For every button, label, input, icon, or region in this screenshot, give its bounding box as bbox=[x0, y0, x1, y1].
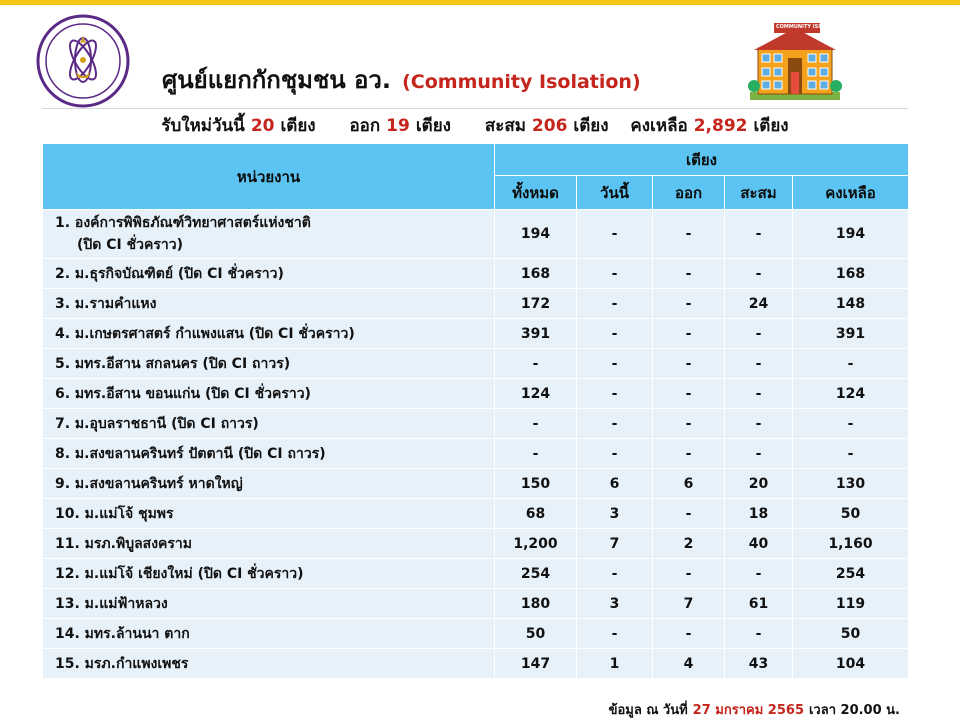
unit-name: 10. ม.แม่โจ้ ชุมพร bbox=[43, 499, 495, 529]
cell-total: 68 bbox=[495, 499, 577, 529]
unit-name: 3. ม.รามคำแหง bbox=[43, 289, 495, 319]
table-row bbox=[43, 559, 909, 589]
unit-name: 4. ม.เกษตรศาสตร์ กำแพงแสน (ปิด CI ชั่วคราว) bbox=[43, 319, 495, 349]
cell-remaining: 130 bbox=[793, 469, 909, 499]
top-accent-bar bbox=[0, 0, 960, 5]
cell-cumulative: - bbox=[725, 259, 793, 289]
title-english: (Community Isolation) bbox=[402, 71, 641, 93]
unit-name: 7. ม.อุบลราชธานี (ปิด CI ถาวร) bbox=[43, 409, 495, 439]
cell-remaining: 104 bbox=[793, 649, 909, 679]
cell-cumulative: - bbox=[725, 319, 793, 349]
cell-remaining: 124 bbox=[793, 379, 909, 409]
cell-today: - bbox=[577, 289, 653, 319]
cell-total: 150 bbox=[495, 469, 577, 499]
unit-name: 12. ม.แม่โจ้ เชียงใหม่ (ปิด CI ชั่วคราว) bbox=[43, 559, 495, 589]
cell-cumulative: - bbox=[725, 439, 793, 469]
cell-today: - bbox=[577, 409, 653, 439]
cell-total: - bbox=[495, 349, 577, 379]
table-row bbox=[43, 469, 909, 499]
unit-name: 11. มรภ.พิบูลสงคราม bbox=[43, 529, 495, 559]
cell-cumulative: - bbox=[725, 379, 793, 409]
cell-today: - bbox=[577, 319, 653, 349]
summary-new-label: รับใหม่วันนี้ bbox=[161, 116, 245, 136]
cell-total: 391 bbox=[495, 319, 577, 349]
summary-unit: เตียง bbox=[280, 116, 316, 136]
cell-today: - bbox=[577, 210, 653, 259]
table-row bbox=[43, 649, 909, 679]
cell-remaining: - bbox=[793, 349, 909, 379]
cell-total: 194 bbox=[495, 210, 577, 259]
cell-out: 4 bbox=[653, 649, 725, 679]
unit-name: 13. ม.แม่ฟ้าหลวง bbox=[43, 589, 495, 619]
summary-unit: เตียง bbox=[753, 116, 789, 136]
page-title bbox=[162, 60, 641, 99]
cell-remaining: 119 bbox=[793, 589, 909, 619]
summary-remaining-label: คงเหลือ bbox=[630, 116, 688, 136]
cell-today: 3 bbox=[577, 499, 653, 529]
cell-cumulative: 18 bbox=[725, 499, 793, 529]
header-unit: หน่วยงาน bbox=[43, 144, 495, 210]
cell-total: 1,200 bbox=[495, 529, 577, 559]
cell-remaining: 50 bbox=[793, 499, 909, 529]
cell-cumulative: 40 bbox=[725, 529, 793, 559]
table-row bbox=[43, 529, 909, 559]
timestamp-date: 27 มกราคม 2565 bbox=[692, 703, 804, 718]
cell-out: - bbox=[653, 439, 725, 469]
table-row bbox=[43, 499, 909, 529]
cell-total: 50 bbox=[495, 619, 577, 649]
cell-out: - bbox=[653, 619, 725, 649]
table-row bbox=[43, 259, 909, 289]
cell-remaining: 148 bbox=[793, 289, 909, 319]
summary-unit: เตียง bbox=[415, 116, 451, 136]
cell-out: - bbox=[653, 499, 725, 529]
unit-name: 8. ม.สงขลานครินทร์ ปัตตานี (ปิด CI ถาวร) bbox=[43, 439, 495, 469]
cell-today: 7 bbox=[577, 529, 653, 559]
cell-total: 180 bbox=[495, 589, 577, 619]
cell-remaining: - bbox=[793, 409, 909, 439]
building-sign: COMMUNITY ISOLATION bbox=[776, 24, 843, 30]
table-row bbox=[43, 319, 909, 349]
cell-cumulative: 24 bbox=[725, 289, 793, 319]
cell-out: - bbox=[653, 289, 725, 319]
beds-table bbox=[42, 143, 909, 679]
timestamp-time: เวลา 20.00 น. bbox=[808, 703, 900, 718]
header-total: ทั้งหมด bbox=[495, 176, 577, 210]
cell-cumulative: - bbox=[725, 409, 793, 439]
cell-out: - bbox=[653, 210, 725, 259]
cell-remaining: 194 bbox=[793, 210, 909, 259]
summary-cumulative-value: 206 bbox=[531, 116, 568, 136]
table-row bbox=[43, 619, 909, 649]
cell-out: - bbox=[653, 259, 725, 289]
cell-remaining: 254 bbox=[793, 559, 909, 589]
summary-out-label: ออก bbox=[349, 116, 381, 136]
summary-new-value: 20 bbox=[250, 116, 275, 136]
cell-today: 6 bbox=[577, 469, 653, 499]
cell-cumulative: - bbox=[725, 349, 793, 379]
cell-remaining: - bbox=[793, 439, 909, 469]
summary-unit: เตียง bbox=[573, 116, 609, 136]
cell-remaining: 50 bbox=[793, 619, 909, 649]
timestamp-prefix: ข้อมูล ณ วันที่ bbox=[608, 703, 688, 718]
cell-total: 254 bbox=[495, 559, 577, 589]
title-thai: ศูนย์แยกกักชุมชน อว. bbox=[162, 66, 391, 94]
summary-out-value: 19 bbox=[386, 116, 410, 136]
cell-today: - bbox=[577, 379, 653, 409]
cell-total: 124 bbox=[495, 379, 577, 409]
cell-remaining: 168 bbox=[793, 259, 909, 289]
cell-remaining: 391 bbox=[793, 319, 909, 349]
cell-out: 6 bbox=[653, 469, 725, 499]
cell-today: - bbox=[577, 559, 653, 589]
cell-today: - bbox=[577, 349, 653, 379]
unit-name: 1. องค์การพิพิธภัณฑ์วิทยาศาสตร์แห่งชาติ (ปิด CI ชั่วคราว) bbox=[43, 210, 495, 259]
cell-today: - bbox=[577, 619, 653, 649]
ministry-logo bbox=[36, 14, 130, 108]
cell-total: - bbox=[495, 409, 577, 439]
summary-banner bbox=[42, 108, 908, 143]
unit-name: 15. มรภ.กำแพงเพชร bbox=[43, 649, 495, 679]
cell-total: 172 bbox=[495, 289, 577, 319]
isolation-building-illustration bbox=[748, 22, 842, 102]
cell-today: 1 bbox=[577, 649, 653, 679]
cell-cumulative: - bbox=[725, 619, 793, 649]
data-timestamp bbox=[609, 699, 900, 720]
cell-remaining: 1,160 bbox=[793, 529, 909, 559]
cell-cumulative: - bbox=[725, 210, 793, 259]
unit-name: 2. ม.ธุรกิจบัณฑิตย์ (ปิด CI ชั่วคราว) bbox=[43, 259, 495, 289]
unit-name: 9. ม.สงขลานครินทร์ หาดใหญ่ bbox=[43, 469, 495, 499]
header-today: วันนี้ bbox=[577, 176, 653, 210]
cell-today: - bbox=[577, 259, 653, 289]
unit-name: 6. มทร.อีสาน ขอนแก่น (ปิด CI ชั่วคราว) bbox=[43, 379, 495, 409]
header-beds-group: เตียง bbox=[495, 144, 909, 176]
cell-cumulative: - bbox=[725, 559, 793, 589]
cell-out: - bbox=[653, 319, 725, 349]
cell-cumulative: 43 bbox=[725, 649, 793, 679]
table-row bbox=[43, 409, 909, 439]
unit-name-note: (ปิด CI ชั่วคราว) bbox=[77, 237, 183, 253]
cell-out: - bbox=[653, 559, 725, 589]
unit-name: 14. มทร.ล้านนา ตาก bbox=[43, 619, 495, 649]
cell-cumulative: 20 bbox=[725, 469, 793, 499]
summary-cumulative-label: สะสม bbox=[484, 116, 526, 136]
cell-today: 3 bbox=[577, 589, 653, 619]
cell-out: - bbox=[653, 349, 725, 379]
table-row bbox=[43, 349, 909, 379]
header-cumulative: สะสม bbox=[725, 176, 793, 210]
unit-name: 5. มทร.อีสาน สกลนคร (ปิด CI ถาวร) bbox=[43, 349, 495, 379]
table-row bbox=[43, 439, 909, 469]
cell-today: - bbox=[577, 439, 653, 469]
cell-total: - bbox=[495, 439, 577, 469]
cell-cumulative: 61 bbox=[725, 589, 793, 619]
summary-remaining-value: 2,892 bbox=[693, 116, 748, 136]
header-out: ออก bbox=[653, 176, 725, 210]
cell-total: 168 bbox=[495, 259, 577, 289]
cell-out: - bbox=[653, 379, 725, 409]
table-row bbox=[43, 289, 909, 319]
cell-out: 2 bbox=[653, 529, 725, 559]
cell-out: 7 bbox=[653, 589, 725, 619]
cell-out: - bbox=[653, 409, 725, 439]
table-row bbox=[43, 589, 909, 619]
table-row bbox=[43, 379, 909, 409]
header-remaining: คงเหลือ bbox=[793, 176, 909, 210]
table-row bbox=[43, 210, 909, 259]
cell-total: 147 bbox=[495, 649, 577, 679]
